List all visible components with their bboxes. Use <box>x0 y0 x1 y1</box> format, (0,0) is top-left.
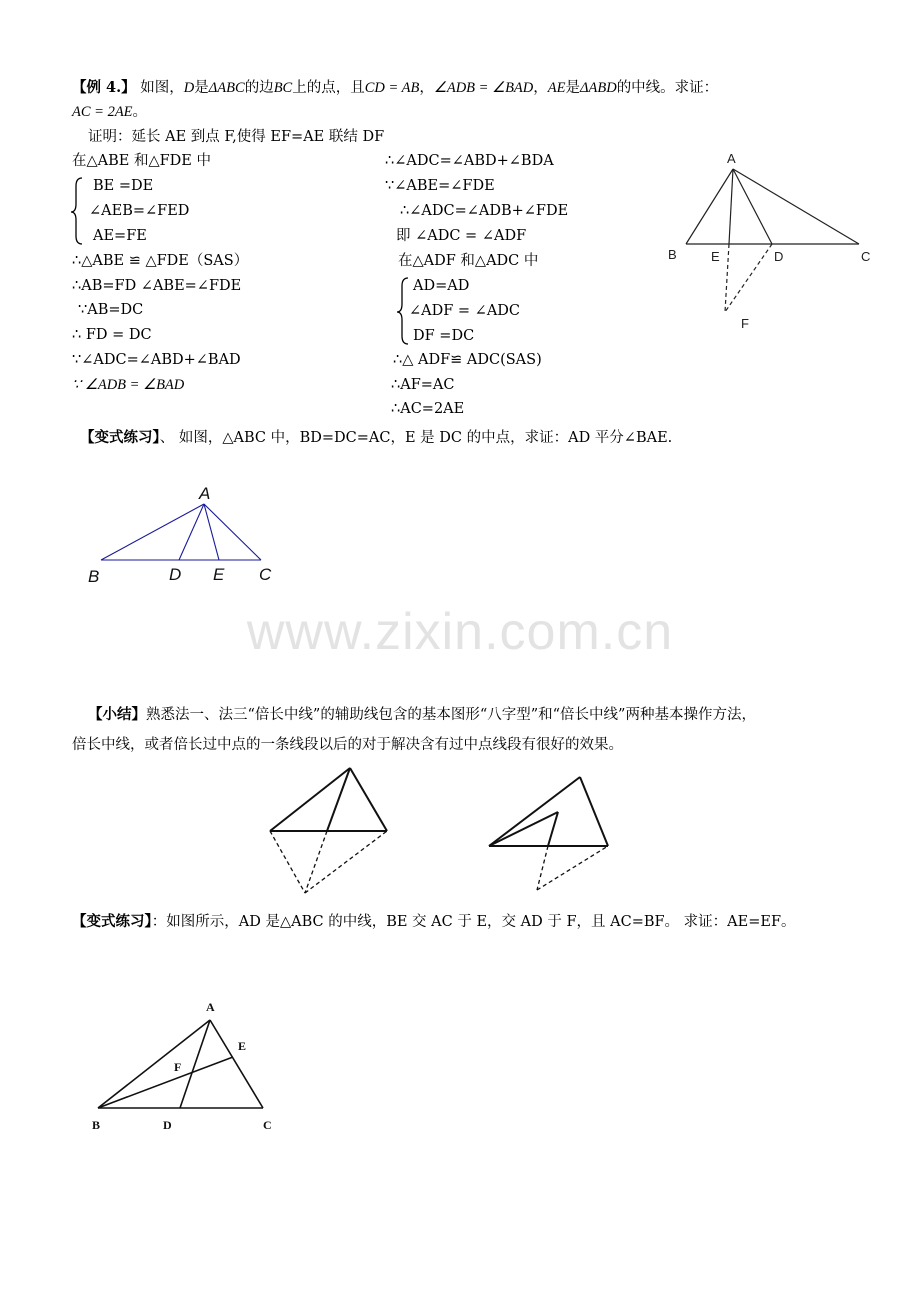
proof-right-7: DF =DC <box>413 328 475 344</box>
example4-line1: 【例 4.】 如图，D是ΔABC的边BC上的点，且CD = AB，∠ADB = ∠BAD，AE是ΔABD的中线。求证： <box>72 79 719 96</box>
proof-right-4: 在△ADF 和△ADC 中 <box>398 253 539 269</box>
fig2-label-a: A <box>199 484 211 503</box>
proof-left-2: ∠AEB=∠FED <box>89 203 190 219</box>
fig4-label-b: B <box>92 1118 101 1132</box>
proof-left-1: BE =DE <box>93 178 154 194</box>
proof-right-2: ∴∠ADC=∠ADB+∠FDE <box>400 203 569 219</box>
proof-intro: 证明：延长 AE 到点 F,使得 EF=AE 联结 DF <box>88 129 385 145</box>
fig4-label-a: A <box>206 1000 215 1014</box>
fig4-label-f: F <box>174 1060 182 1074</box>
proof-left-7: ∴ FD = DC <box>72 327 152 343</box>
fig4-label-c: C <box>263 1118 272 1132</box>
proof-left-0: 在△ABE 和△FDE 中 <box>72 153 212 169</box>
fig2-label-c: C <box>259 565 272 584</box>
proof-left-4: ∴△ABE ≌ △FDE（SAS） <box>72 253 249 269</box>
example4-line2: AC = 2AE。 <box>72 104 148 120</box>
proof-left-9: ∵ ∠ADB = ∠BAD <box>72 377 185 393</box>
proof-right-6: ∠ADF = ∠ADC <box>409 303 521 319</box>
fig4-label-e: E <box>238 1039 247 1053</box>
proof-right-3: 即 ∠ADC = ∠ADF <box>396 228 527 244</box>
left-brace <box>71 178 82 244</box>
fig2-label-d: D <box>169 565 182 584</box>
fig4-label-d: D <box>163 1118 172 1132</box>
example4-tag: 【例 4.】 <box>72 79 136 96</box>
fig2-label-e: E <box>213 565 225 584</box>
fig1-label-d: D <box>774 249 784 264</box>
proof-right-0: ∴∠ADC=∠ABD+∠BDA <box>385 153 554 169</box>
proof-left-3: AE=FE <box>93 228 147 244</box>
right-brace <box>397 278 408 344</box>
proof-right-9: ∴AF=AC <box>391 377 455 393</box>
fig1-label-e: E <box>711 249 720 264</box>
summary-tag: 【小结】 <box>88 706 146 723</box>
variant2-line: 【变式练习】：如图所示，AD 是△ABC 的中线，BE 交 AC 于 E，交 AD 于 F，且 AC=BF。 求证：AE=EF。 <box>72 913 796 930</box>
proof-right-10: ∴AC=2AE <box>391 401 465 417</box>
variant1-tag: 【变式练习】 <box>80 429 160 446</box>
summary-line2: 倍长中线，或者倍长过中点的一条线段以后的对于解决含有过中点线段有很好的效果。 <box>72 737 623 753</box>
fig2-label-b: B <box>88 567 100 586</box>
proof-right-5: AD=AD <box>413 278 470 294</box>
fig1-label-b: B <box>668 247 677 262</box>
proof-left-6: ∵AB=DC <box>78 302 144 318</box>
fig1-label-a: A <box>727 151 736 166</box>
proof-right-8: ∴△ ADF≌ ADC(SAS) <box>393 352 542 368</box>
summary-line1: 【小结】熟悉法一、法三“倍长中线”的辅助线包含的基本图形“八字型”和“倍长中线”两种基本操作方法， <box>88 706 756 723</box>
variant2-tag: 【变式练习】 <box>72 913 152 930</box>
fig1-label-f: F <box>741 316 749 331</box>
watermark: www.zixin.com.cn <box>246 603 674 661</box>
variant1-line: 【变式练习】、 如图，△ABC 中，BD=DC=AC，E 是 DC 的中点，求证：AD 平分∠BAE. <box>80 429 673 446</box>
proof-right-1: ∵∠ABE=∠FDE <box>385 178 495 194</box>
proof-left-8: ∵∠ADC=∠ABD+∠BAD <box>72 352 241 368</box>
proof-left-5: ∴AB=FD ∠ABE=∠FDE <box>72 278 242 294</box>
fig1-label-c: C <box>861 249 871 264</box>
